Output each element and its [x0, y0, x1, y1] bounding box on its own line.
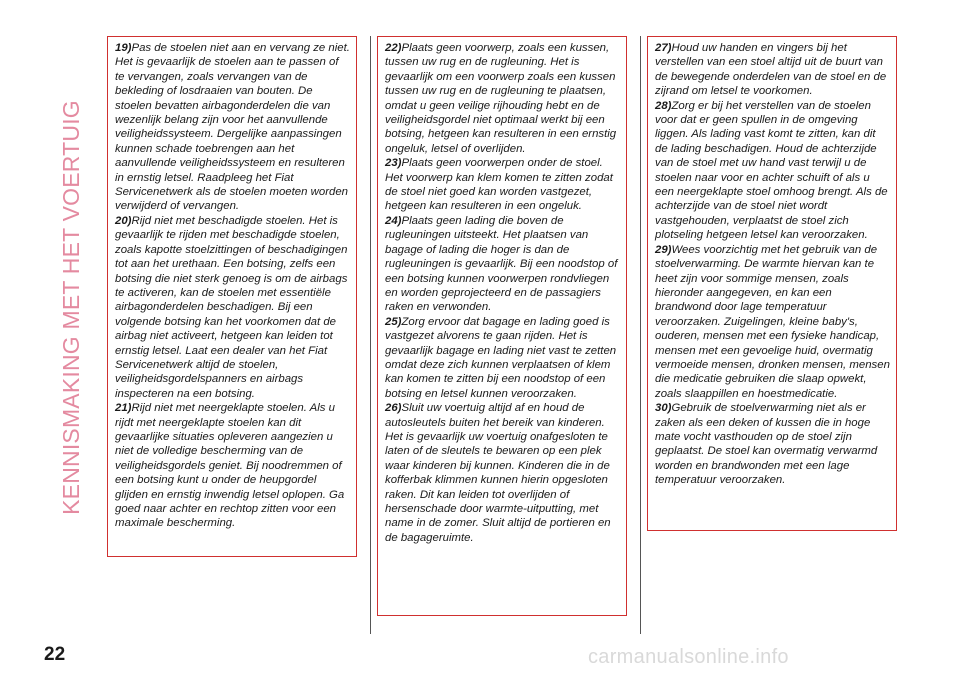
warning-text: Sluit uw voertuig altijd af en houd de autosleutels buiten het bereik van kinderen. Het is gevaarlijk uw voertuig onafgesloten te laten of de sleutels te bewaren op een plek waar kinderen bij kunnen. Kinderen die in de kofferbak klimmen kunnen hierin opgesloten raken. Dit kan leiden tot overlijden of hersenschade door warmte-uitputting, met name in de zomer. Sluit altijd de portieren en de bagageruimte. — [385, 402, 611, 544]
warning-number: 26) — [385, 402, 402, 415]
warning-box-3 — [647, 36, 897, 531]
section-title-text: KENNISMAKING MET HET VOERTUIG — [57, 100, 84, 515]
watermark: carmanualsonline.info — [588, 646, 789, 668]
warning-number: 28) — [655, 99, 672, 112]
warning-text: Zorg er bij het verstellen van de stoelen voor dat er geen spullen in de omgeving liggen. Als lading vast komt te zitten, kan dit de lading beschadigen. Houd de achterzijde van de stoel met uw hand vast terwijl u de stoelen naar voor en achter schuift of als u een neergeklapte stoel omhoog brengt. Als de achterzijde van de stoel niet wordt vastgehouden, verplaatst de stoel zich plotseling hetgeen letsel kan veroorzaken. — [655, 99, 888, 242]
warning-text: Houd uw handen en vingers bij het verstellen van een stoel altijd uit de buurt van de bewegende onderdelen van de stoel en de zijrand om letsel te voorkomen. — [655, 42, 887, 98]
section-title-vertical — [40, 30, 102, 585]
warning-text: Rijd niet met neergeklapte stoelen. Als u rijdt met neergeklapte stoelen kan dit gevaarlijke situaties opleveren aangezien u niet de volledige bescherming van de veiligheidsgordels geniet. Bij noodremmen of een botsing kunt u onder de heupgordel glijden en ernstig inwendig letsel oplopen. Ga goed naar achter en rechtop zitten voor een maximale bescherming. — [115, 402, 345, 530]
warning-paragraph — [385, 156, 621, 214]
warning-number: 27) — [655, 42, 672, 54]
warning-number: 20) — [115, 214, 132, 227]
warning-number: 30) — [655, 402, 672, 415]
warning-paragraph — [655, 243, 891, 401]
warning-text: Plaats geen voorwerpen onder de stoel. Het voorwerp kan klem komen te zitten zodat de stoel niet goed kan worden vastgezet, hetgeen kan resulteren in een ongeluk. — [385, 157, 613, 213]
warning-number: 24) — [385, 214, 402, 227]
warning-text: Gebruik de stoelverwarming niet als er zaken als een deken of kussen die in hoge mate vocht vasthouden op de stoel zijn geplaatst. De stoel kan overmatig verwarmd worden en brandwonden met een lage temperatuur veroorzaken. — [655, 402, 878, 487]
warning-text: Wees voorzichtig met het gebruik van de stoelverwarming. De warmte hiervan kan te heet zijn voor sommige mensen, zoals hieronder aangegeven, en kan een brandwond door lage temperatuur veroorzaken. Zuigelingen, kleine baby's, ouderen, mensen met een fysieke handicap, mensen met een gevoelige huid, overmatig vermoeide mensen, dronken mensen, mensen die medicatie gebruiken die slaap opwekt, zoals slaappillen en hoestmedicatie. — [655, 243, 890, 400]
warning-text: Rijd niet met beschadigde stoelen. Het is gevaarlijk te rijden met beschadigde stoelen, zoals kapotte stoelzittingen of beschadigingen tot aan het urethaan. Een botsing, zelfs een botsing die niet sterk genoeg is om de airbags te activeren, kan de stoelen met essentiële airbagonderdelen beschadigen. Bij een volgende botsing kan het voorkomen dat de airbag niet activeert, hetgeen kan leiden tot ernstig letsel. Laat een dealer van het Fiat Servicenetwerk altijd de stoelen, veiligheidsgordelspanners en airbags inspecteren na een botsing. — [115, 214, 348, 400]
warning-paragraph — [385, 401, 621, 545]
warning-paragraph — [115, 214, 351, 401]
warning-paragraph — [655, 99, 891, 243]
page-number: 22 — [44, 644, 66, 665]
warning-paragraph — [115, 401, 351, 531]
warning-number: 29) — [655, 243, 672, 256]
warning-number: 23) — [385, 157, 402, 170]
column-divider — [640, 36, 641, 634]
warning-paragraph — [115, 41, 351, 214]
warning-number: 25) — [385, 315, 402, 328]
warning-paragraph — [385, 41, 621, 156]
warning-paragraph — [655, 41, 891, 99]
warning-number: 22) — [385, 42, 402, 54]
warning-paragraph — [385, 315, 621, 401]
warning-text: Plaats geen voorwerp, zoals een kussen, tussen uw rug en de rugleuning. Het is gevaarlijk om een voorwerp zoals een kussen tussen uw rug en de rugleuning te plaatsen, omdat u geen veilige rijhouding hebt en de veiligheidsgordel niet optimaal werkt bij een botsing, hetgeen kan resulteren in een ernstig ongeluk, letsel of overlijden. — [385, 42, 617, 155]
warning-number: 21) — [115, 402, 132, 415]
warning-text: Zorg ervoor dat bagage en lading goed is vastgezet alvorens te gaan rijden. Het is gevaarlijk bagage en lading niet vast te zetten omdat deze zich kunnen verplaatsen of klem kan komen te zitten bij een noodstop of een botsing en letsel kunnen veroorzaken. — [385, 315, 617, 400]
warning-text: Pas de stoelen niet aan en vervang ze niet. Het is gevaarlijk de stoelen aan te passen of te vervangen, zoals vervangen van de bekleding of losdraaien van bouten. De stoelen bevatten airbagonderdelen die van wezenlijk belang zijn voor het aanvullende veiligheidssysteem. Dergelijke aanpassingen kunnen schade toebrengen aan het aanvullende veiligheidssysteem en resulteren in ernstig letsel. Raadpleeg het Fiat Servicenetwerk als de stoelen moeten worden verwijderd of vervangen. — [115, 42, 350, 213]
warning-box-2 — [377, 36, 627, 616]
warning-number: 19) — [115, 42, 132, 54]
warning-text: Plaats geen lading die boven de rugleuningen uitsteekt. Het plaatsen van bagage of lading die hoger is dan de rugleuningen is gevaarlijk. Bij een noodstop of een botsing kunnen voorwerpen rondvliegen en worden geprojecteerd en de passagiers raken en verwonden. — [385, 214, 618, 314]
warning-box-1 — [107, 36, 357, 557]
column-divider — [370, 36, 371, 634]
warning-paragraph — [385, 214, 621, 315]
warning-paragraph — [655, 401, 891, 487]
